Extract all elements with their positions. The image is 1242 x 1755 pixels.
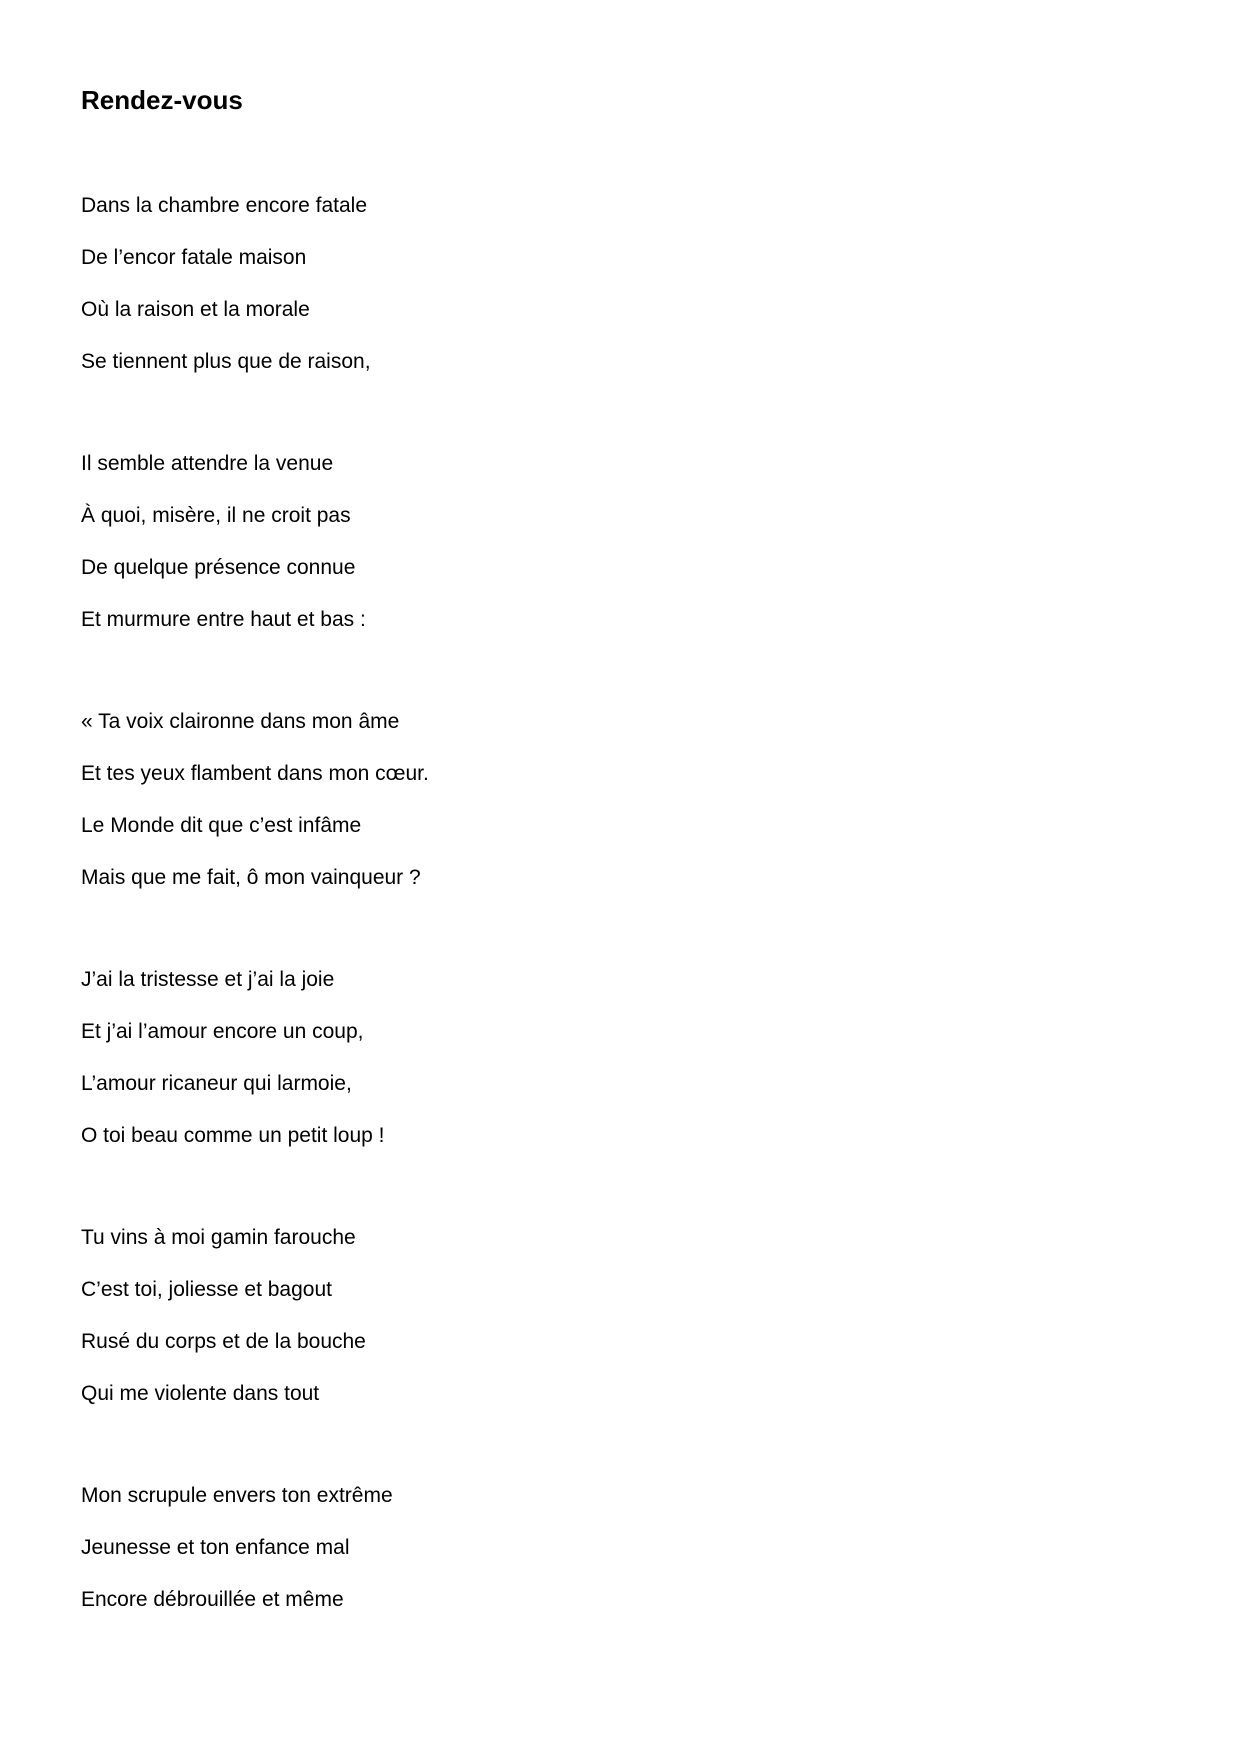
poem-title: Rendez-vous — [81, 85, 243, 115]
poem-line: De l’encor fatale maison — [81, 246, 307, 269]
poem-line: Mais que me fait, ô mon vainqueur ? — [81, 866, 421, 889]
stanza-4 — [81, 954, 385, 1162]
poem-line: L’amour ricaneur qui larmoie, — [81, 1072, 352, 1095]
poem-line: Dans la chambre encore fatale — [81, 194, 367, 217]
stanza-2 — [81, 438, 366, 646]
poem-line: Et murmure entre haut et bas : — [81, 608, 366, 631]
poem-line: Où la raison et la morale — [81, 298, 310, 321]
poem-line: Il semble attendre la venue — [81, 452, 334, 475]
poem-line: Rusé du corps et de la bouche — [81, 1330, 366, 1353]
poem-line: « Ta voix claironne dans mon âme — [81, 710, 400, 733]
poem-line: Et tes yeux flambent dans mon cœur. — [81, 762, 429, 785]
poem-line: C’est toi, joliesse et bagout — [81, 1278, 332, 1301]
poem-line: Tu vins à moi gamin farouche — [81, 1226, 356, 1249]
poem-line: Mon scrupule envers ton extrême — [81, 1484, 393, 1507]
stanza-6 — [81, 1470, 393, 1626]
poem-line: De quelque présence connue — [81, 556, 356, 579]
poem-line: Le Monde dit que c’est infâme — [81, 814, 362, 837]
poem-line: Et j’ai l’amour encore un coup, — [81, 1020, 364, 1043]
poem-line: À quoi, misère, il ne croit pas — [81, 504, 351, 527]
stanza-1 — [81, 180, 371, 388]
poem-line: Jeunesse et ton enfance mal — [81, 1536, 350, 1559]
poem-line: Encore débrouillée et même — [81, 1588, 344, 1611]
poem-line: Se tiennent plus que de raison, — [81, 350, 371, 373]
stanza-5 — [81, 1212, 366, 1420]
poem-line: O toi beau comme un petit loup ! — [81, 1124, 385, 1147]
stanza-3 — [81, 696, 429, 904]
poem-line: Qui me violente dans tout — [81, 1382, 320, 1405]
poem-line: J’ai la tristesse et j’ai la joie — [81, 968, 335, 991]
